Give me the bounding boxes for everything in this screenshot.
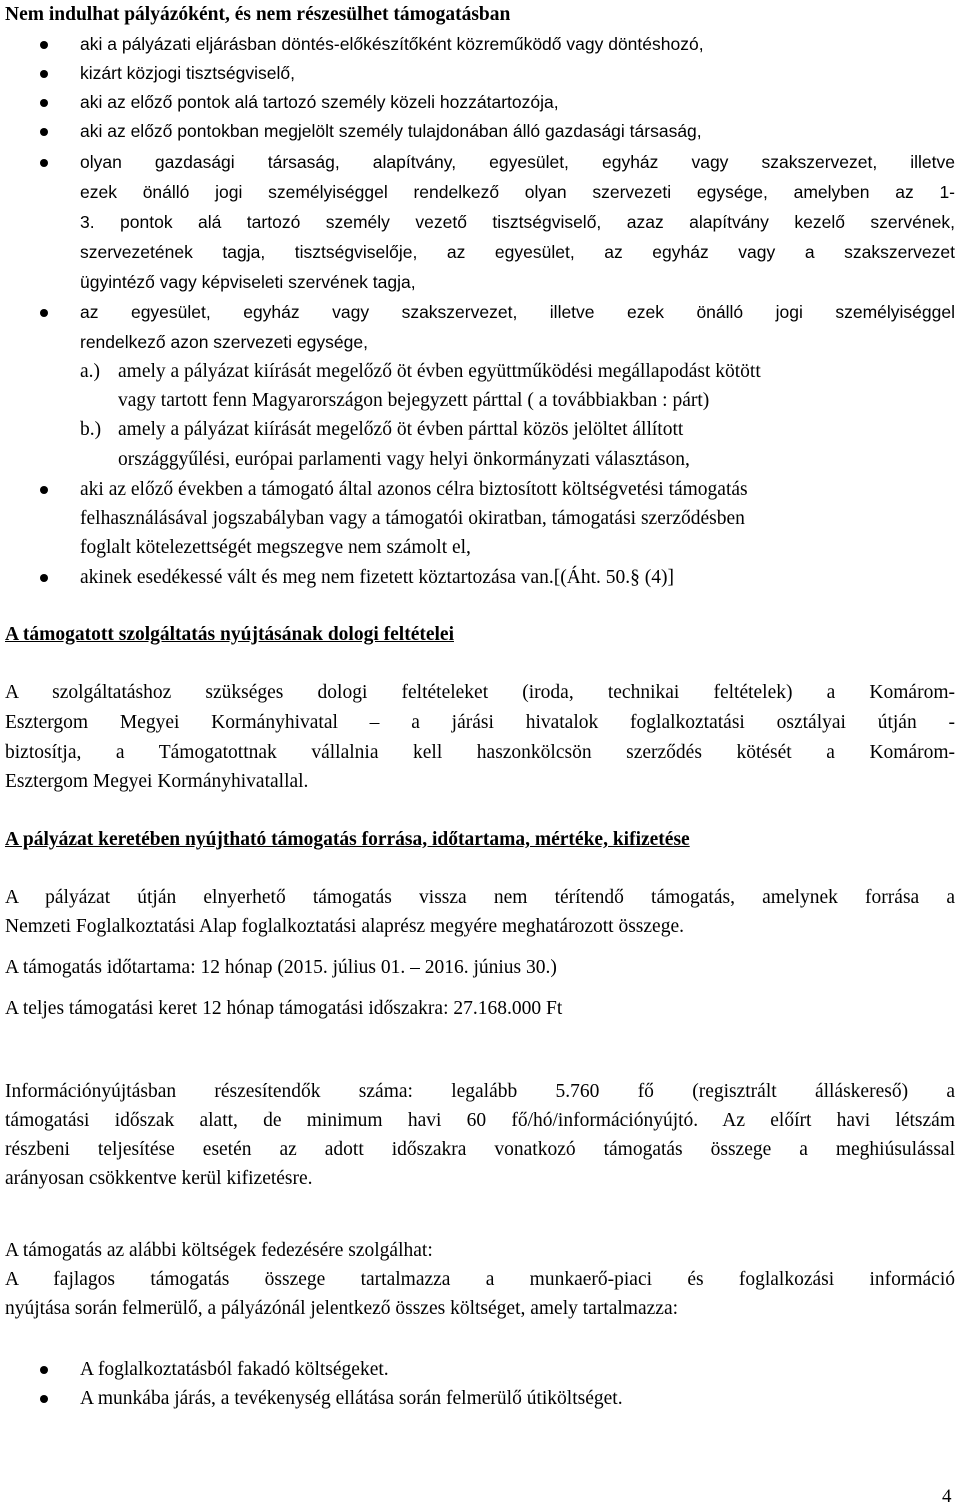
sub-item-b-marker: b.) [80,419,102,440]
bullet-icon [40,70,48,78]
info-paragraph-line: arányosan csökkentve kerül kifizetésre. [5,1168,313,1189]
exclusion-item-1: aki a pályázati eljárásban döntés-előkészítőként közreműködő vagy döntéshozó, [80,34,704,54]
exclusion-item-5-line: ügyintéző vagy képviseleti szervének tagja, [80,272,416,292]
conditions-heading: A támogatott szolgáltatás nyújtásának dologi feltételei [5,624,454,645]
funding-budget: A teljes támogatási keret 12 hónap támogatási időszakra: 27.168.000 Ft [5,998,563,1019]
exclusion-item-3: aki az előző pontok alá tartozó személy közeli hozzátartozója, [80,92,559,112]
costs-paragraph-line: nyújtása során felmerülő, a pályázónál jelentkező összes költséget, amely tartalmazza: [5,1298,679,1319]
funding-duration: A támogatás időtartama: 12 hónap (2015. július 01. – 2016. június 30.) [5,957,557,978]
sub-item-a-line: vagy tartott fenn Magyarországon bejegyzett párttal ( a továbbiakban : párt) [118,390,710,411]
sub-item-b-line: országgyűlési, európai parlamenti vagy helyi önkormányzati választáson, [118,449,690,470]
info-paragraph-line: Információnyújtásban részesítendők száma: legalább 5.760 fő (regisztrált álláskereső) a [5,1081,955,1102]
sub-item-a-marker: a.) [80,361,101,382]
info-paragraph-line: támogatási időszak alatt, de minimum havi 60 fő/hó/információnyújtó. Az előírt havi létszám [5,1110,955,1131]
exclusion-item-2: kizárt közjogi tisztségviselő, [80,63,295,83]
exclusion-item-5-line: 3. pontok alá tartozó személy vezető tisztségviselő, azaz alapítvány kezelő szervének, [80,212,955,232]
conditions-paragraph-line: biztosítja, a Támogatottnak vállalnia kell haszonkölcsön szerződés kötését a Komárom- [5,742,955,763]
exclusion-item-5-line: szervezetének tagja, tisztségviselője, az egyesület, az egyház vagy a szakszervezet [80,242,955,262]
bullet-icon [40,41,48,49]
bullet-icon [40,574,48,582]
sub-item-a-line: amely a pályázat kiírását megelőző öt évben együttműködési megállapodást kötött [118,361,761,382]
exclusion-item-7-line: felhasználásával jogszabályban vagy a támogatói okiratban, támogatási szerződésben [80,508,745,529]
funding-paragraph-line: Nemzeti Foglalkoztatási Alap foglalkoztatási alaprész megyére meghatározott összege. [5,916,684,937]
sub-item-b-line: amely a pályázat kiírását megelőző öt évben párttal közös jelöltet állított [118,419,684,440]
bullet-icon [40,159,48,167]
exclusion-item-6-line: rendelkező azon szervezeti egysége, [80,332,368,352]
bullet-icon [40,128,48,136]
exclusion-item-5-line: ezek önálló jogi személyiséggel rendelkező olyan szervezeti egysége, amelyben az 1- [80,182,955,202]
exclusion-item-7-line: aki az előző években a támogató által azonos célra biztosított költségvetési támogatás [80,479,748,500]
bullet-icon [40,486,48,494]
funding-paragraph-line: A pályázat útján elnyerhető támogatás vissza nem térítendő támogatás, amelynek forrása a [5,887,955,908]
info-paragraph-line: részbeni teljesítése esetén az adott időszakra vonatkozó támogatás összege a meghiúsulással [5,1139,955,1160]
conditions-paragraph-line: Esztergom Megyei Kormányhivatallal. [5,771,309,792]
exclusion-heading: Nem indulhat pályázóként, és nem részesülhet támogatásban [5,4,511,25]
cost-item-2: A munkába járás, a tevékenység ellátása során felmerülő útiköltséget. [80,1388,623,1409]
cost-item-1: A foglalkoztatásból fakadó költségeket. [80,1359,389,1380]
conditions-paragraph-line: A szolgáltatáshoz szükséges dologi feltételeket (iroda, technikai feltételek) a Komárom- [5,682,955,703]
bullet-icon [40,99,48,107]
conditions-paragraph-line: Esztergom Megyei Kormányhivatal – a járási hivatalok foglalkoztatási osztályai útján - [5,712,955,733]
exclusion-item-4: aki az előző pontokban megjelölt személy tulajdonában álló gazdasági társaság, [80,121,702,141]
exclusion-item-6-line: az egyesület, egyház vagy szakszervezet, illetve ezek önálló jogi személyiséggel [80,302,955,322]
exclusion-item-8: akinek esedékessé vált és meg nem fizetett köztartozása van.[(Áht. 50.§ (4)] [80,567,674,588]
exclusion-item-5-line: olyan gazdasági társaság, alapítvány, egyesület, egyház vagy szakszervezet, illetve [80,152,955,172]
costs-paragraph-line: A fajlagos támogatás összege tartalmazza a munkaerő-piaci és foglalkozási információ [5,1269,955,1290]
costs-intro: A támogatás az alábbi költségek fedezésére szolgálhat: [5,1240,433,1261]
page-number: 4 [942,1486,952,1507]
bullet-icon [40,1366,48,1374]
exclusion-item-7-line: foglalt kötelezettségét megszegve nem számolt el, [80,537,471,558]
bullet-icon [40,309,48,317]
bullet-icon [40,1395,48,1403]
funding-heading: A pályázat keretében nyújtható támogatás forrása, időtartama, mértéke, kifizetése [5,829,690,850]
